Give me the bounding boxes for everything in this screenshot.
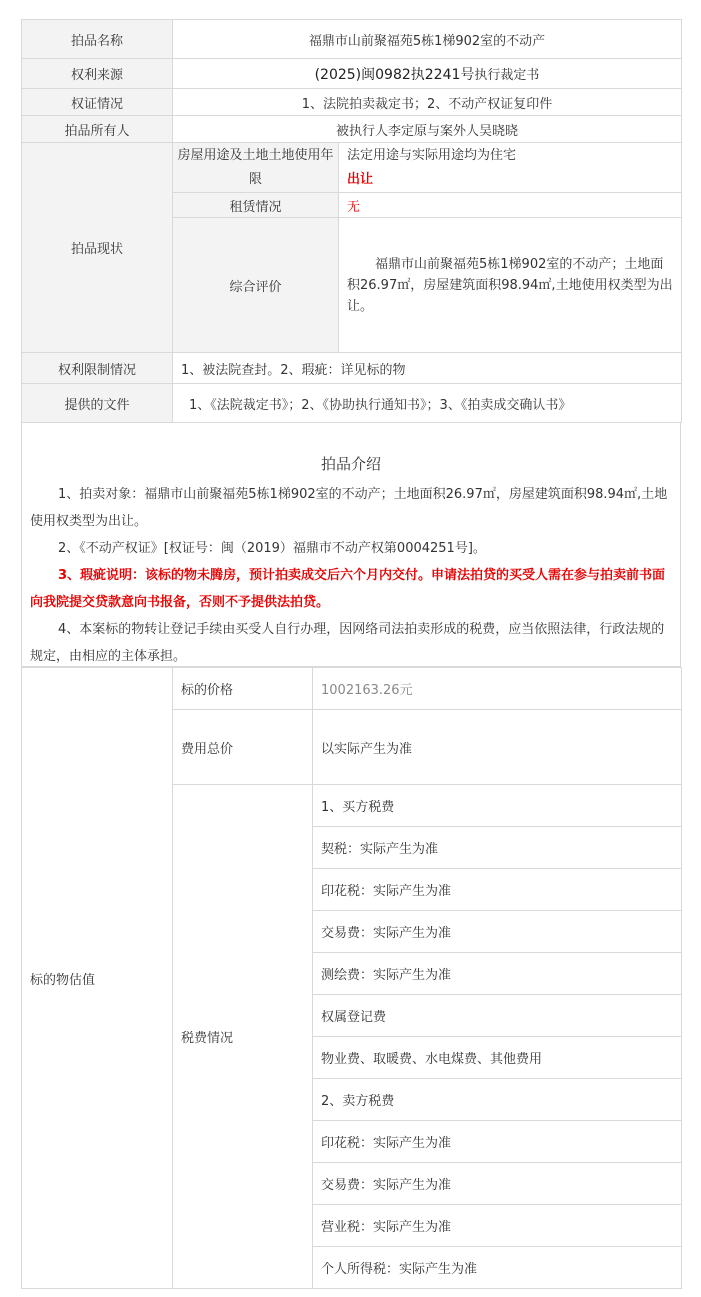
tax-item: 物业费、取暖费、水电煤费、其他费用 [313, 1037, 682, 1079]
row-docs [22, 384, 682, 423]
tax-item: 个人所得税：实际产生为准 [313, 1247, 682, 1289]
rights-source-case-number: (2025)闽0982执2241号 [314, 66, 475, 83]
intro-paragraph-4: 4、本案标的物转让登记手续由买受人自行办理，因网络司法拍卖形成的税费，应当依照法律，行政法规的规定，由相应的主体承担。 [30, 622, 665, 664]
row-item-name [22, 20, 682, 59]
rights-source-doc-type: 执行裁定书 [474, 67, 540, 83]
restrict-label: 权利限制情况 [22, 353, 173, 384]
tax-label: 税费情况 [173, 785, 313, 1289]
tax-item: 交易费：实际产生为准 [313, 1163, 682, 1205]
basic-info-table [21, 19, 682, 423]
price-value: 1002163.26元 [313, 668, 682, 710]
tax-item: 印花税：实际产生为准 [313, 869, 682, 911]
valuation-label: 标的物估值 [22, 668, 173, 1289]
price-label: 标的价格 [173, 668, 313, 710]
row-owner [22, 116, 682, 143]
tax-item: 权属登记费 [313, 995, 682, 1037]
tax-item: 交易费：实际产生为准 [313, 911, 682, 953]
row-cert [22, 89, 682, 116]
intro-section [21, 423, 681, 667]
tax-item: 2、卖方税费 [313, 1079, 682, 1121]
row-rights-source [22, 59, 682, 89]
lease-value: 无 [339, 193, 682, 218]
owner-value: 被执行人李定原与案外人吴晓晓 [173, 116, 682, 143]
valuation-table [21, 667, 682, 1289]
eval-label: 综合评价 [173, 218, 339, 353]
item-name-value: 福鼎市山前聚福苑5栋1梯902室的不动产 [173, 20, 682, 59]
row-restrict [22, 353, 682, 384]
owner-label: 拍品所有人 [22, 116, 173, 143]
tax-item: 1、买方税费 [313, 785, 682, 827]
tax-item: 营业税：实际产生为准 [313, 1205, 682, 1247]
rights-source-value [173, 59, 682, 89]
intro-paragraph-2: 2、《不动产权证》[权证号：闽（2019）福鼎市不动产权第0004251号]。 [58, 541, 486, 556]
usage-land-type: 出让 [347, 172, 374, 187]
usage-label: 房屋用途及土地土地使用年限 [173, 143, 339, 193]
status-label: 拍品现状 [22, 143, 173, 353]
tax-item: 印花税：实际产生为准 [313, 1121, 682, 1163]
restrict-value: 1、被法院查封。2、瑕疵：详见标的物 [173, 353, 682, 384]
rights-source-label: 权利来源 [22, 59, 173, 89]
docs-value: 1、《法院裁定书》；2、《协助执行通知书》；3、《拍卖成交确认书》 [173, 384, 682, 423]
tax-item: 测绘费：实际产生为准 [313, 953, 682, 995]
intro-title: 拍品介绍 [320, 455, 381, 473]
total-value: 以实际产生为准 [313, 710, 682, 785]
eval-value: 福鼎市山前聚福苑5栋1梯902室的不动产；土地面积26.97㎡，房屋建筑面积98.94㎡,土地使用权类型为出让。 [339, 218, 682, 353]
row-usage [22, 143, 682, 193]
usage-purpose: 法定用途与实际用途均为住宅 [347, 148, 517, 163]
cert-label: 权证情况 [22, 89, 173, 116]
docs-label: 提供的文件 [22, 384, 173, 423]
intro-paragraph-1: 1、拍卖对象：福鼎市山前聚福苑5栋1梯902室的不动产；土地面积26.97㎡，房屋建筑面积98.94㎡,土地使用权类型为出让。 [30, 487, 668, 529]
intro-paragraph-3-defect: 3、瑕疵说明：该标的物未腾房，预计拍卖成交后六个月内交付。申请法拍贷的买受人需在参与拍卖前书面向我院提交贷款意向书报备，否则不予提供法拍贷。 [30, 568, 666, 610]
auction-detail [21, 19, 681, 1289]
cert-value: 1、法院拍卖裁定书；2、不动产权证复印件 [173, 89, 682, 116]
total-label: 费用总价 [173, 710, 313, 785]
lease-label: 租赁情况 [173, 193, 339, 218]
tax-item: 契税：实际产生为准 [313, 827, 682, 869]
item-name-label: 拍品名称 [22, 20, 173, 59]
usage-value [339, 143, 682, 193]
row-price [22, 668, 682, 710]
